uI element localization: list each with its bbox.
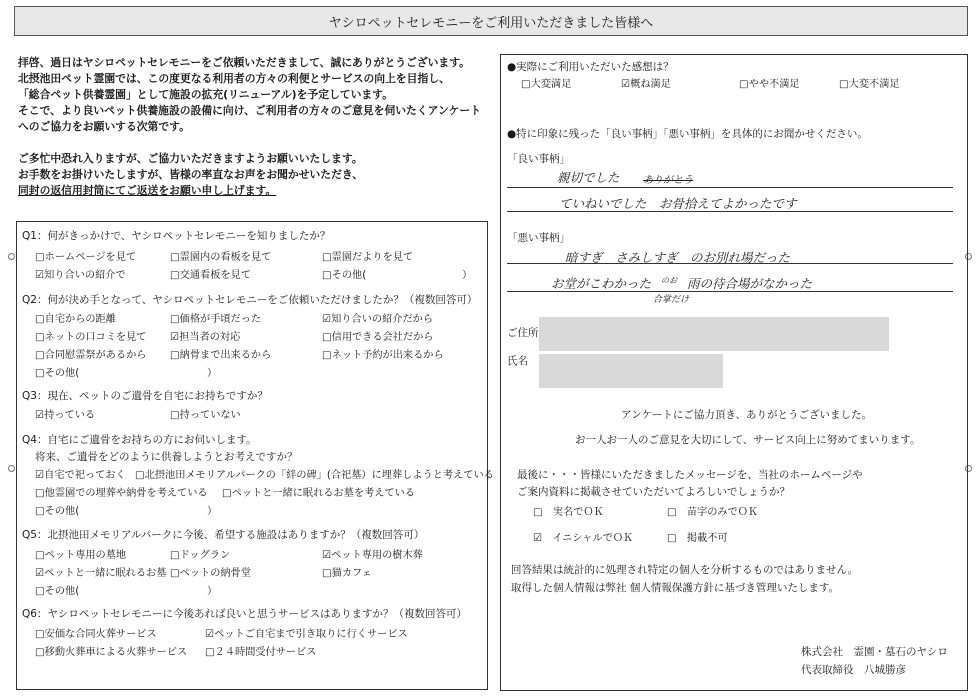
q2-option-other[interactable]: □その他( bbox=[35, 368, 80, 379]
thanks-line-2: お一人お一人のご意見を大切にして、サービス向上に努めてまいります。 bbox=[575, 434, 921, 446]
q2-option-online[interactable]: □ネット予約が出来るから bbox=[322, 350, 444, 361]
impression-option-very-satisfied[interactable]: □大変満足 bbox=[521, 79, 572, 90]
bad-answer-line-3: 雨の待合場がなかった bbox=[687, 276, 813, 291]
good-label: 「良い事柄」 bbox=[507, 153, 570, 165]
intro-line: 拝啓、過日はヤシロペットセレモニーをご依頼いただきまして、誠にありがとうございます。 bbox=[18, 56, 470, 69]
name-redacted bbox=[539, 354, 723, 388]
thanks-line-1: アンケートにご協力頂き、ありがとうございました。 bbox=[621, 409, 872, 421]
q6-option-mobile-cremation[interactable]: □移動火葬車による火葬サービス bbox=[35, 647, 188, 658]
intro-line: へのご協力をお願いする次第です。 bbox=[18, 120, 190, 133]
punch-hole bbox=[8, 465, 15, 472]
q1-other-close: ） bbox=[462, 270, 473, 281]
q4-option-home[interactable]: ☑自宅で祀っておく bbox=[35, 470, 126, 481]
q5-question: Q5：北摂池田メモリアルパークに今後、希望する施設はありますか？（複数回答可） bbox=[22, 529, 425, 541]
q2-option-trust[interactable]: □信用できる会社だから bbox=[322, 332, 434, 343]
address-label: ご住所 bbox=[507, 327, 539, 339]
bad-answer-small-note: のお bbox=[661, 276, 677, 285]
q3-option-yes[interactable]: ☑持っている bbox=[35, 410, 96, 421]
q5-other-close: ） bbox=[207, 586, 218, 597]
questionnaire-box bbox=[16, 221, 494, 690]
q2-option-reviews[interactable]: □ネットの口コミを見て bbox=[35, 332, 147, 343]
intro-line: 北摂池田ペット霊園では、この度更なる利用者の方々の利便とサービスの向上を目指し、 bbox=[18, 72, 450, 85]
q5-option-shared-grave[interactable]: ☑ペットと一緒に眠れるお墓 bbox=[35, 568, 167, 579]
q5-option-dog-run[interactable]: □ドッグラン bbox=[170, 550, 231, 561]
company-name: 株式会社 霊園・墓石のヤシロ bbox=[801, 646, 948, 658]
name-label: 氏名 bbox=[507, 355, 528, 367]
q1-option-newsletter[interactable]: □霊園だよりを見て bbox=[322, 252, 414, 263]
q3-question: Q3：現在、ペットのご遺骨を自宅にお持ちですか？ bbox=[22, 390, 268, 402]
q3-option-no[interactable]: □持っていない bbox=[170, 410, 241, 421]
q1-option-traffic-sign[interactable]: □交通看板を見て bbox=[170, 270, 251, 281]
q6-option-24h[interactable]: □２４時間受付サービス bbox=[205, 647, 317, 658]
q4-other-close: ） bbox=[207, 506, 218, 517]
q1-option-signboard[interactable]: □霊園内の看板を見て bbox=[170, 252, 272, 263]
q5-option-other[interactable]: □その他( bbox=[35, 586, 80, 597]
q1-question: Q1：何がきっかけで、ヤシロペットセレモニーを知りましたか？ bbox=[22, 230, 331, 242]
q4-question: Q4：自宅にご遺骨をお持ちの方にお伺いします。 bbox=[22, 434, 257, 446]
q2-option-staff[interactable]: ☑担当者の対応 bbox=[170, 332, 241, 343]
q4-option-other[interactable]: □その他( bbox=[35, 506, 80, 517]
good-answer-line-1: 親切でした bbox=[557, 170, 620, 185]
q4-option-kizuna[interactable]: □北摂池田メモリアルパークの「絆の碑」(合祀墓）に埋葬しようと考えている bbox=[135, 470, 494, 481]
message-question-line-2: ご案内資料に掲載させていただいてよろしいでしょうか？ bbox=[517, 486, 790, 498]
bad-label: 「悪い事柄」 bbox=[507, 232, 570, 244]
q5-option-columbarium[interactable]: □ペットの納骨堂 bbox=[170, 568, 251, 579]
intro-text bbox=[18, 55, 494, 199]
q6-question: Q6：ヤシロペットセレモニーに今後あれば良いと思うサービスはありますか？（複数回答可） bbox=[22, 608, 468, 620]
q2-option-distance[interactable]: □自宅からの距離 bbox=[35, 314, 116, 325]
q2-question: Q2：何が決め手となって、ヤシロペットセレモニーをご依頼いただけましたか？（複数回答可） bbox=[22, 294, 478, 306]
intro-spacer bbox=[18, 135, 494, 151]
message-option-real-name[interactable]: □ 実名でＯＫ bbox=[533, 507, 604, 518]
good-answer-line-2: ていねいでした お骨拾えてよかったです bbox=[559, 196, 797, 211]
feedback-box bbox=[500, 54, 968, 691]
intro-line: ご多忙中恐れ入りますが、ご協力いただきますようお願いいたします。 bbox=[18, 152, 363, 165]
intro-line-underlined: 同封の返信用封筒にてご返送をお願い申し上げます。 bbox=[18, 184, 277, 197]
impression-option-mostly-satisfied[interactable]: ☑概ね満足 bbox=[621, 79, 671, 90]
intro-line: 「総合ペット供養霊園」として施設の拡充(リニューアル)を予定しています。 bbox=[18, 88, 393, 101]
q5-option-pet-cemetery[interactable]: □ペット専用の墓地 bbox=[35, 550, 127, 561]
answer-line bbox=[507, 187, 953, 188]
privacy-line-1: 回答結果は統計的に処理され特定の個人を分析するものではありません。 bbox=[511, 564, 859, 576]
q6-option-home-pickup[interactable]: ☑ペットご自宅まで引き取りに行くサービス bbox=[205, 629, 408, 640]
q6-option-group-cremation[interactable]: □安価な合同火葬サービス bbox=[35, 629, 157, 640]
intro-line: そこで、より良いペット供養施設の設備に向け、ご利用者の方々のご意見を伺いたくアンケート bbox=[18, 104, 481, 117]
good-answer-crossed-out: ありがとう bbox=[643, 175, 693, 186]
privacy-line-2: 取得した個人情報は弊社 個人情報保護方針に基づき管理いたします。 bbox=[511, 582, 839, 594]
message-option-no-publish[interactable]: □ 掲載不可 bbox=[667, 533, 728, 544]
q4-option-shared-grave[interactable]: □ペットと一緒に眠れるお墓を考えている bbox=[222, 488, 415, 499]
q1-option-referral[interactable]: ☑知り合いの紹介で bbox=[35, 270, 126, 281]
q5-option-cat-cafe[interactable]: □猫カフェ bbox=[322, 568, 372, 579]
q1-option-other[interactable]: □その他( bbox=[322, 270, 367, 281]
message-question-line-1: 最後に・・・皆様にいただきましたメッセージを、当社のホームページや bbox=[517, 469, 863, 481]
punch-hole bbox=[8, 253, 15, 260]
q2-option-price[interactable]: □価格が手頃だった bbox=[170, 314, 262, 325]
impression-option-somewhat-dissatisfied[interactable]: □やや不満足 bbox=[739, 79, 800, 90]
q4-option-other-cemetery[interactable]: □他霊園での埋葬や納骨を考えている bbox=[35, 488, 208, 499]
intro-line: お手数をお掛けいたしますが、皆様の率直なお声をお聞かせいただき、 bbox=[18, 168, 364, 181]
bad-answer-line-2: お堂がこわかった bbox=[551, 276, 652, 291]
survey-title-text: ヤシロペットセレモニーをご利用いただきました皆様へ bbox=[328, 15, 654, 31]
bad-answer-insert-note: 合掌だけ bbox=[653, 295, 690, 305]
message-option-surname[interactable]: □ 苗字のみでＯＫ bbox=[667, 507, 759, 518]
impression-question: ●実際にご利用いただいた感想は？ bbox=[507, 61, 674, 73]
q2-other-close: ） bbox=[207, 368, 218, 379]
survey-title bbox=[14, 6, 968, 36]
q1-option-homepage[interactable]: □ホームページを見て bbox=[35, 252, 137, 263]
q2-option-interment[interactable]: □納骨まで出来るから bbox=[170, 350, 272, 361]
impression-option-very-dissatisfied[interactable]: □大変不満足 bbox=[839, 79, 900, 90]
bad-answer-line-1: 暗すぎ さみしすぎ のお別れ場だった bbox=[565, 250, 791, 265]
q4-subquestion: 将来、ご遺骨をどのように供養しようとお考えですか？ bbox=[35, 451, 298, 463]
q2-option-memorial[interactable]: □合同慰霊祭があるから bbox=[35, 350, 147, 361]
address-redacted bbox=[539, 317, 889, 351]
message-option-initials[interactable]: ☑ イニシャルでＯＫ bbox=[533, 533, 634, 544]
company-representative: 代表取締役 八城勝彦 bbox=[801, 664, 906, 676]
q2-option-referral[interactable]: ☑知り合いの紹介だから bbox=[322, 314, 434, 325]
episodes-prompt: ●特に印象に残った「良い事柄」「悪い事柄」を具体的にお聞かせください。 bbox=[507, 128, 868, 140]
q5-option-tree-burial[interactable]: ☑ペット専用の樹木葬 bbox=[322, 550, 423, 561]
